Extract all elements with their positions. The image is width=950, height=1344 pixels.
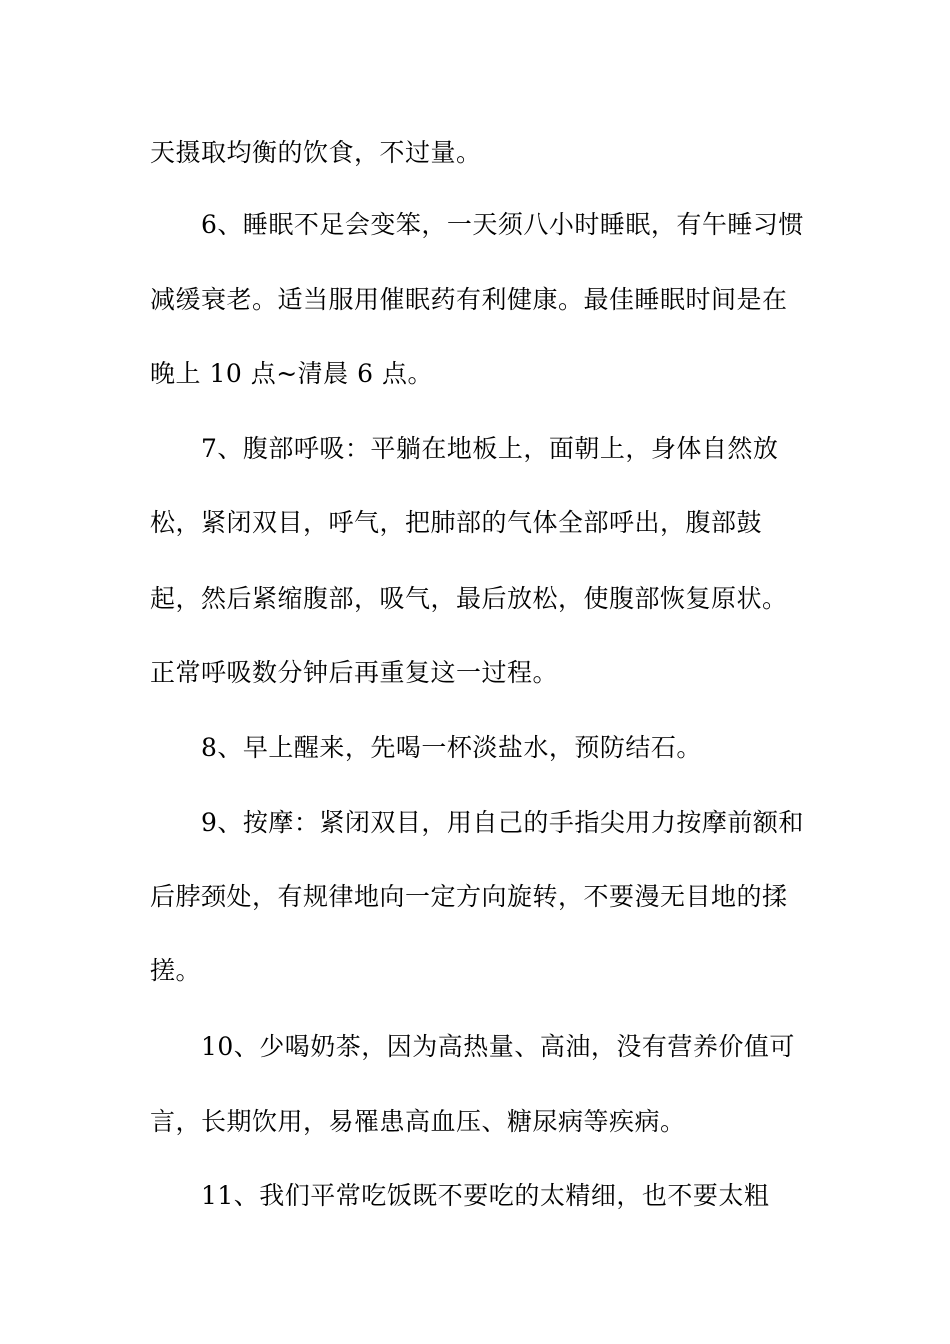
text-line: 言，长期饮用，易罹患高血压、糖尿病等疾病。 xyxy=(150,1107,686,1136)
text-line: 起，然后紧缩腹部，吸气，最后放松，使腹部恢复原状。 xyxy=(150,584,788,613)
text-line: 搓。 xyxy=(150,956,202,985)
paragraph-8-line: 8、早上醒来，先喝一杯淡盐水，预防结石。 xyxy=(201,733,702,762)
text-line: 正常呼吸数分钟后再重复这一过程。 xyxy=(150,658,559,687)
text-line: 松，紧闭双目，呼气，把肺部的气体全部呼出，腹部鼓 xyxy=(150,508,763,537)
text-line: 减缓衰老。适当服用催眠药有利健康。最佳睡眠时间是在 xyxy=(150,285,788,314)
paragraph-7-line: 7、腹部呼吸：平躺在地板上，面朝上，身体自然放 xyxy=(201,434,779,463)
paragraph-6-line: 6、睡眠不足会变笨，一天须八小时睡眠，有午睡习惯 xyxy=(201,210,804,239)
text-line: 后脖颈处，有规律地向一定方向旋转，不要漫无目地的揉 xyxy=(150,882,788,911)
paragraph-10-line: 10、少喝奶茶，因为高热量、高油，没有营养价值可 xyxy=(201,1032,795,1061)
text-line: 晚上 10 点~清晨 6 点。 xyxy=(150,359,433,388)
text-line: 天摄取均衡的饮食，不过量。 xyxy=(150,138,482,167)
paragraph-9-line: 9、按摩：紧闭双目，用自己的手指尖用力按摩前额和 xyxy=(201,808,804,837)
paragraph-11-line: 11、我们平常吃饭既不要吃的太精细，也不要太粗 xyxy=(201,1181,770,1210)
